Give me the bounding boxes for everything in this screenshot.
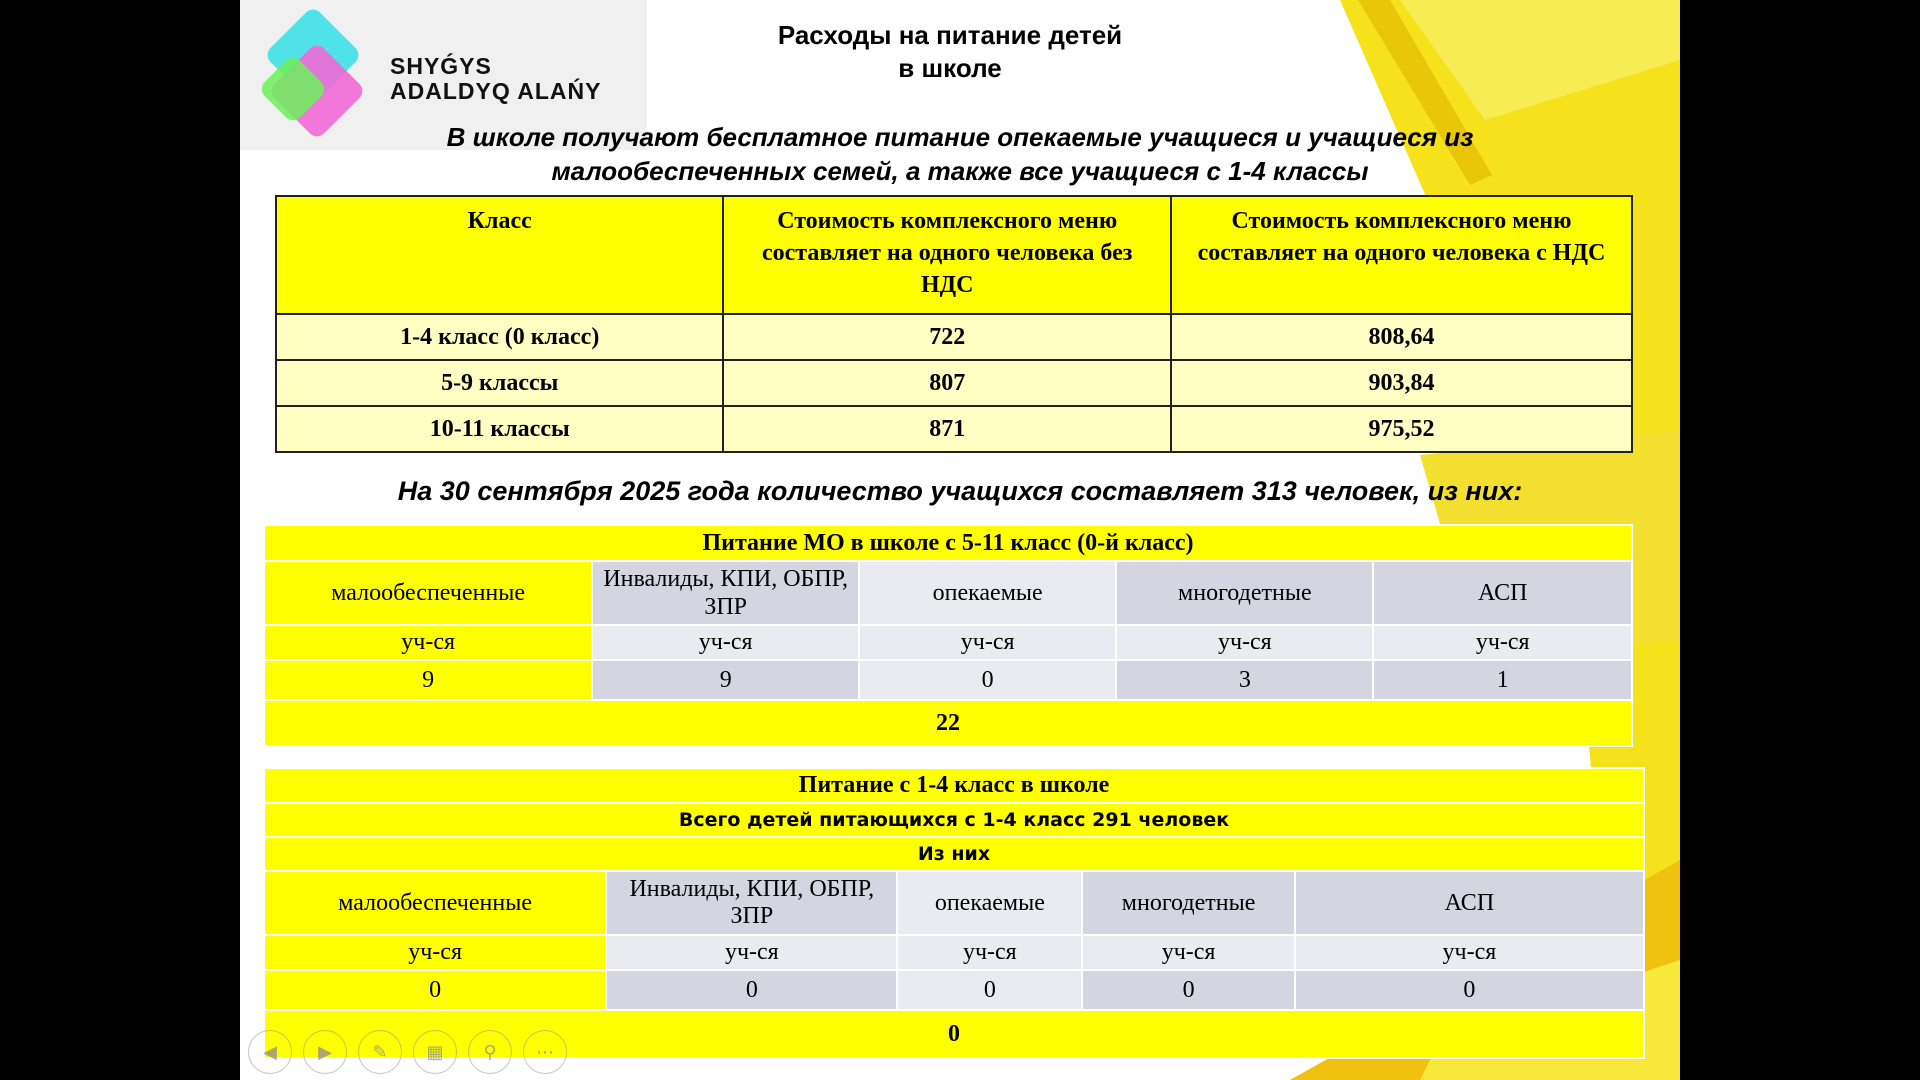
- student-count-text: На 30 сентября 2025 года количество учащихся составляет 313 человек, из них:: [397, 476, 1523, 506]
- category-low-income: малообеспеченные: [264, 561, 592, 625]
- unit-cell: уч-ся: [606, 935, 897, 970]
- category-asp: АСП: [1295, 871, 1644, 935]
- p14-subtitle-row: [264, 803, 1644, 837]
- p14-value-row: [264, 970, 1644, 1010]
- header-price-vat: Стоимость комплексного меню составляет на одного человека с НДС: [1171, 196, 1632, 314]
- category-guardianship: опекаемые: [897, 871, 1082, 935]
- unit-cell: уч-ся: [1082, 935, 1295, 970]
- more-options-icon[interactable]: ⋯: [523, 1030, 567, 1074]
- class-cell: 5-9 классы: [276, 360, 723, 406]
- mo-total: 22: [264, 700, 1632, 746]
- class-cell: 1-4 класс (0 класс): [276, 314, 723, 360]
- value-cell: 1: [1373, 660, 1632, 700]
- price-table: [275, 195, 1633, 453]
- price-vat-cell: 903,84: [1171, 360, 1632, 406]
- table-row: [276, 406, 1632, 452]
- price-vat-cell: 808,64: [1171, 314, 1632, 360]
- intro-line1: В школе получают бесплатное питание опекаемые учащиеся и учащиеся из: [446, 122, 1474, 152]
- category-disabled: Инвалиды, КПИ, ОБПР, ЗПР: [606, 871, 897, 935]
- logo-line2: ADALDYQ ALAŃY: [390, 78, 602, 104]
- mo-table-caption-row: [264, 525, 1632, 561]
- unit-cell: уч-ся: [859, 625, 1116, 660]
- unit-cell: уч-ся: [264, 625, 592, 660]
- slide-title: [700, 20, 1200, 84]
- zoom-icon[interactable]: ⚲: [468, 1030, 512, 1074]
- unit-cell: уч-ся: [897, 935, 1082, 970]
- p14-of-them-row: [264, 837, 1644, 871]
- price-table-header: [276, 196, 1632, 314]
- price-vat-cell: 975,52: [1171, 406, 1632, 452]
- unit-cell: уч-ся: [592, 625, 859, 660]
- header-class: Класс: [276, 196, 723, 314]
- value-cell: 3: [1116, 660, 1373, 700]
- category-disabled: Инвалиды, КПИ, ОБПР, ЗПР: [592, 561, 859, 625]
- value-cell: 9: [264, 660, 592, 700]
- table-row: [276, 360, 1632, 406]
- next-slide-icon[interactable]: ▶: [303, 1030, 347, 1074]
- logo-name: [390, 54, 601, 104]
- p14-caption-row: [264, 768, 1644, 803]
- category-guardianship: опекаемые: [859, 561, 1116, 625]
- slide-sorter-icon[interactable]: ▦: [413, 1030, 457, 1074]
- grade1-4-nutrition-table: [263, 767, 1645, 1059]
- price-no-vat-cell: 871: [723, 406, 1170, 452]
- mo-unit-row: [264, 625, 1632, 660]
- p14-caption: Питание с 1-4 класс в школе: [264, 768, 1644, 803]
- p14-unit-row: [264, 935, 1644, 970]
- value-cell: 0: [264, 970, 606, 1010]
- category-large-family: многодетные: [1082, 871, 1295, 935]
- mo-value-row: [264, 660, 1632, 700]
- p14-category-row: [264, 871, 1644, 935]
- value-cell: 0: [606, 970, 897, 1010]
- price-no-vat-cell: 722: [723, 314, 1170, 360]
- intro-line2: малообеспеченных семей, а также все учащиеся с 1-4 классы: [551, 156, 1369, 186]
- price-no-vat-cell: 807: [723, 360, 1170, 406]
- pen-icon[interactable]: ✎: [358, 1030, 402, 1074]
- header-price-no-vat: Стоимость комплексного меню составляет на одного человека без НДС: [723, 196, 1170, 314]
- category-asp: АСП: [1373, 561, 1632, 625]
- previous-slide-icon[interactable]: ◀: [248, 1030, 292, 1074]
- presentation-slide: [240, 0, 1680, 1080]
- category-low-income: малообеспеченные: [264, 871, 606, 935]
- unit-cell: уч-ся: [1373, 625, 1632, 660]
- value-cell: 9: [592, 660, 859, 700]
- slide-title-line1: Расходы на питание детей: [777, 20, 1123, 50]
- unit-cell: уч-ся: [264, 935, 606, 970]
- mo-category-row: [264, 561, 1632, 625]
- value-cell: 0: [859, 660, 1116, 700]
- slideshow-navigation: [248, 1030, 567, 1076]
- mo-total-row: [264, 700, 1632, 746]
- class-cell: 10-11 классы: [276, 406, 723, 452]
- table-row: [276, 314, 1632, 360]
- p14-of-them: Из них: [264, 837, 1644, 871]
- mo-nutrition-table: [263, 524, 1633, 747]
- unit-cell: уч-ся: [1295, 935, 1644, 970]
- mo-table-caption: Питание МО в школе с 5-11 класс (0-й класс): [264, 525, 1632, 561]
- p14-subtitle: Всего детей питающихся с 1-4 класс 291 человек: [264, 803, 1644, 837]
- intro-text: [380, 120, 1540, 188]
- value-cell: 0: [1082, 970, 1295, 1010]
- category-large-family: многодетные: [1116, 561, 1373, 625]
- value-cell: 0: [1295, 970, 1644, 1010]
- slide-title-line2: в школе: [898, 53, 1002, 83]
- p14-total: 0: [264, 1010, 1644, 1058]
- unit-cell: уч-ся: [1116, 625, 1373, 660]
- value-cell: 0: [897, 970, 1082, 1010]
- logo-line1: SHYǴYS: [390, 53, 492, 79]
